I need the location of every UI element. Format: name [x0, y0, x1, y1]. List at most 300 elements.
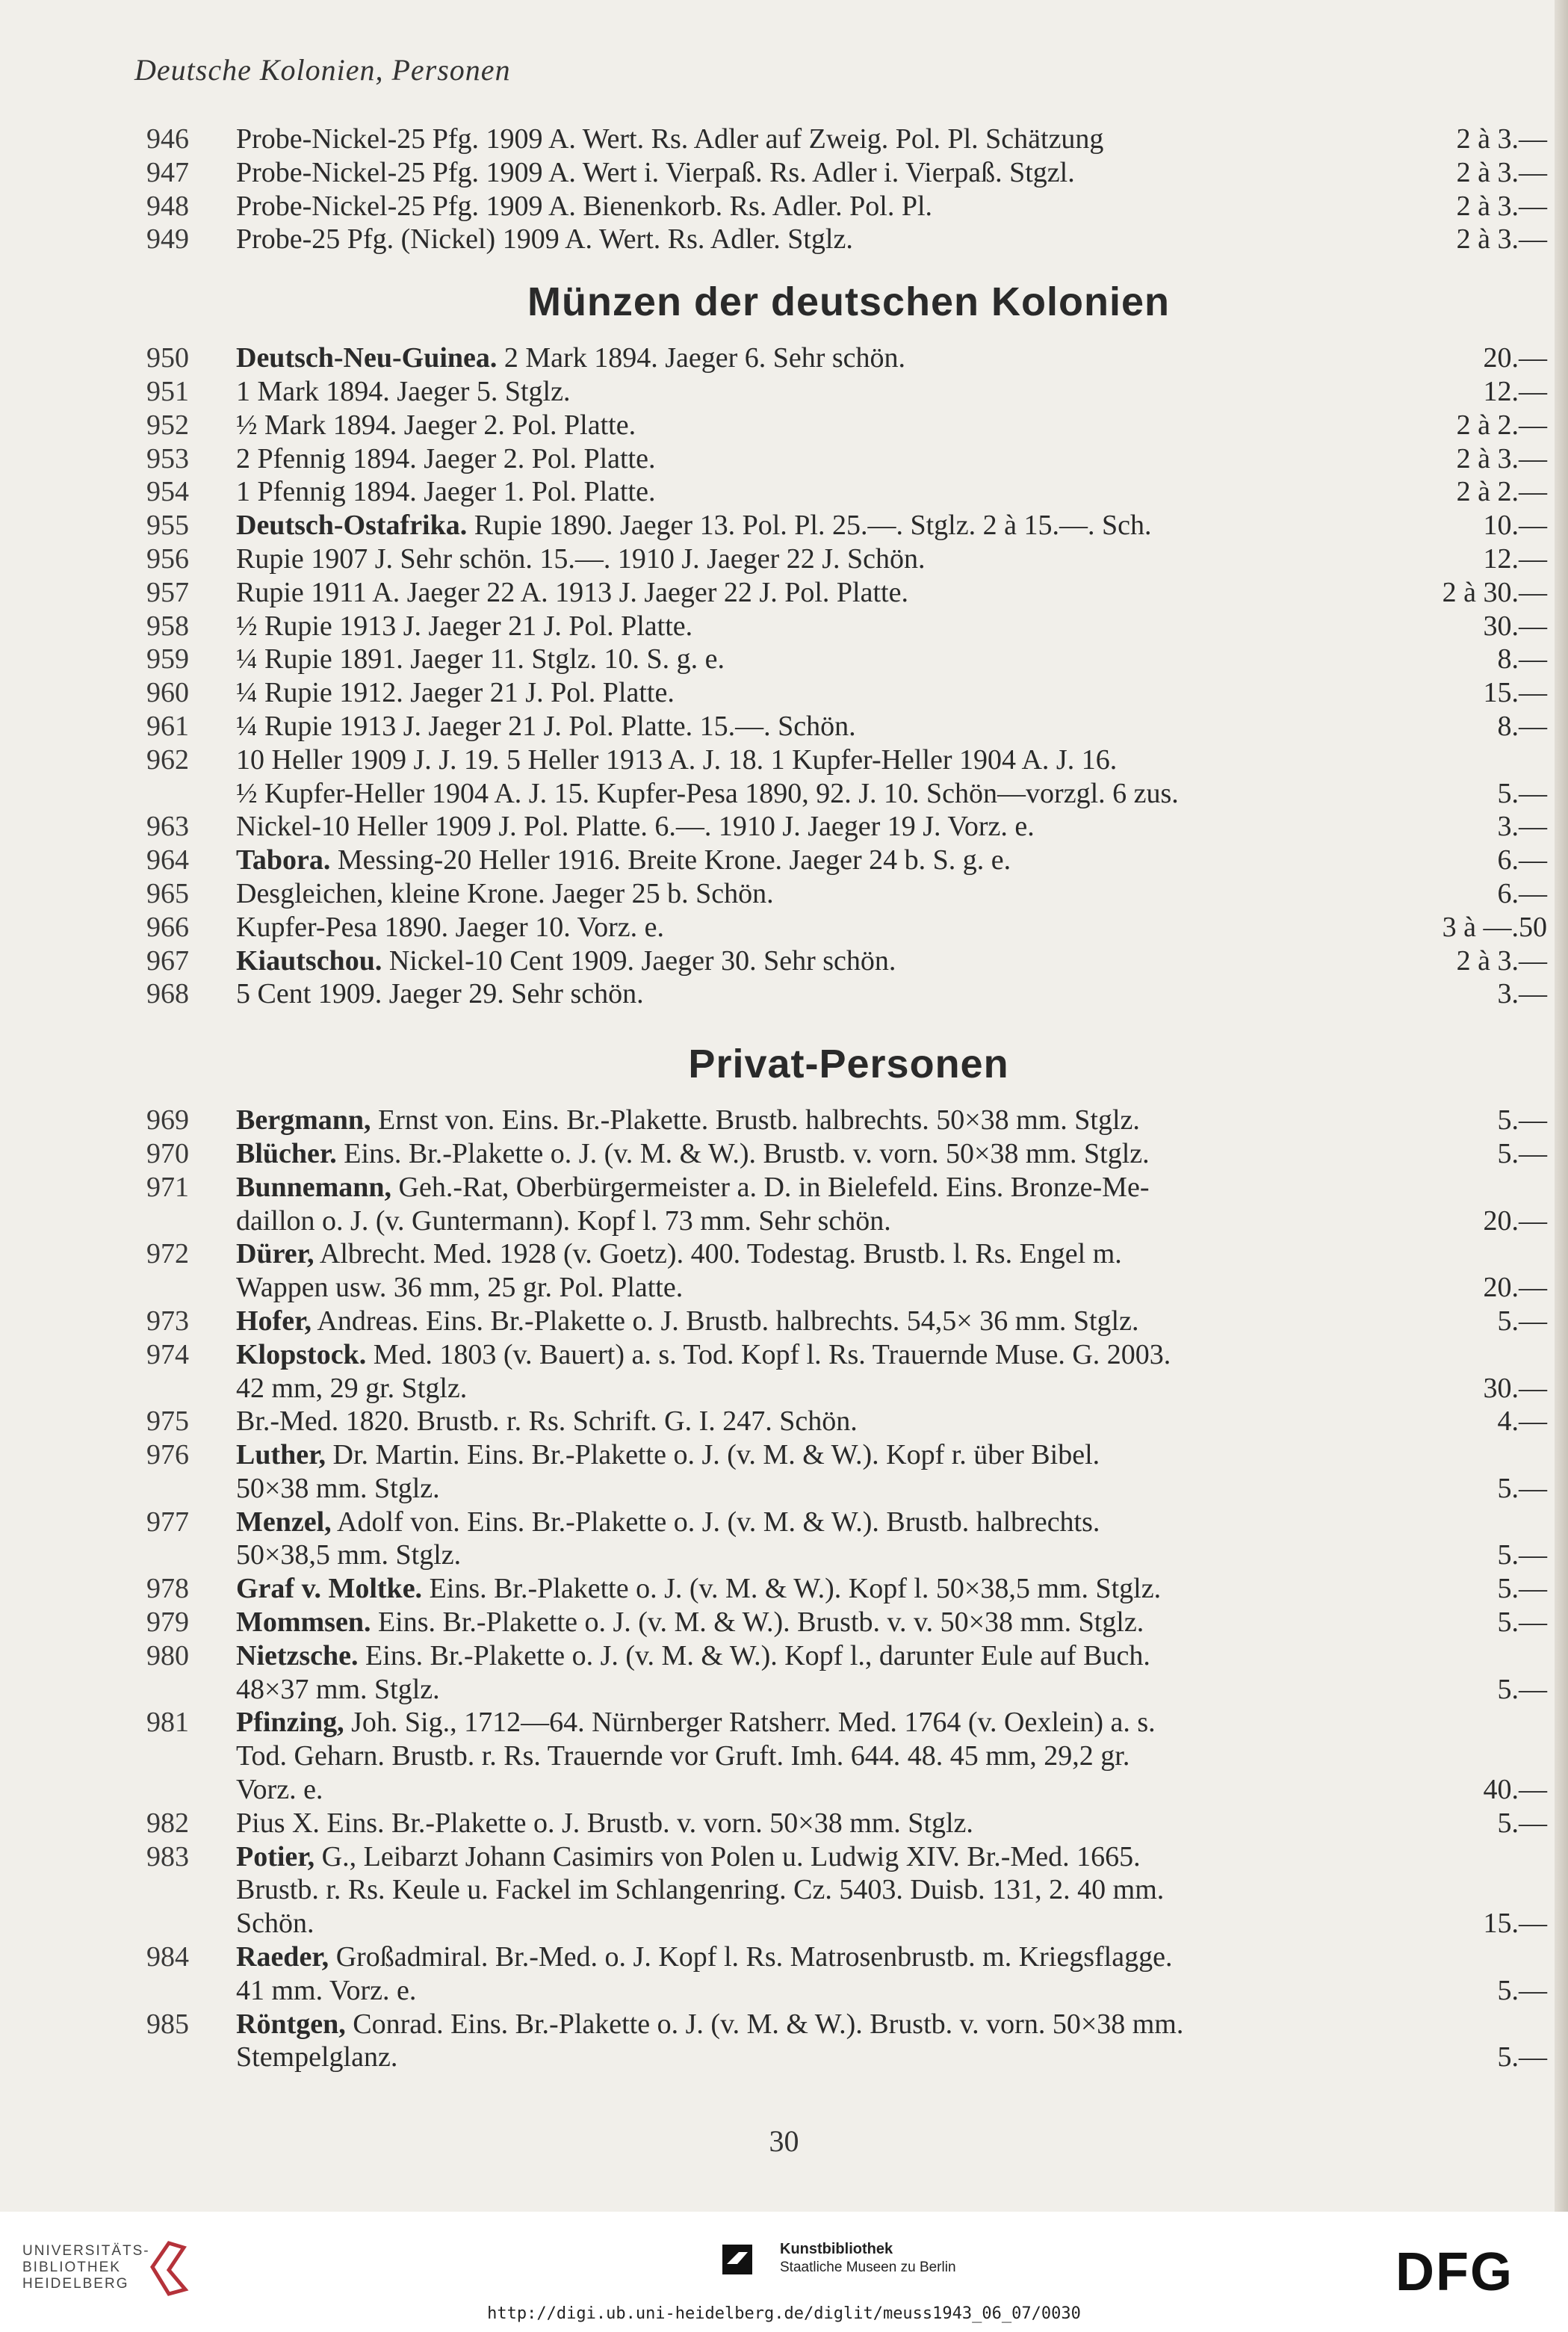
lot-number: 971: [146, 1171, 189, 1203]
lot-title: Nietzsche.: [236, 1639, 359, 1671]
lot-estimate: 15.—: [1483, 677, 1547, 709]
lot-description: [236, 610, 1547, 643]
description-line: [236, 1506, 1547, 1539]
lot-description: [236, 576, 1547, 610]
catalog-entry: [146, 1171, 1551, 1238]
lot-description: [236, 1171, 1547, 1238]
lot-description: [236, 442, 1547, 476]
lot-detail: Br.-Med. 1820. Brustb. r. Rs. Schrift. G. I. 247. Schön.: [236, 1405, 858, 1438]
lot-title: Kiautschou.: [236, 944, 382, 977]
lot-detail: Probe-Nickel-25 Pfg. 1909 A. Wert. Rs. Adler auf Zweig. Pol. Pl. Schätzung: [236, 123, 1104, 155]
description-text: [236, 1137, 1150, 1171]
description-line: [236, 1338, 1547, 1372]
lot-number: 979: [146, 1606, 189, 1639]
lot-title: Potier,: [236, 1840, 315, 1872]
description-text: [236, 375, 570, 409]
lot-estimate: 12.—: [1483, 542, 1547, 575]
description-line: [236, 1237, 1547, 1271]
page-number: 30: [769, 2124, 799, 2158]
catalog-entry: [146, 610, 1551, 643]
lot-description: [236, 1506, 1547, 1573]
description-line: [236, 223, 1547, 256]
description-text: [236, 911, 664, 944]
lot-detail: Eins. Br.-Plakette o. J. (v. M. & W.). Brustb. v. v. 50×38 mm. Stglz.: [371, 1606, 1144, 1639]
lot-detail: Geh.-Rat, Oberbürgermeister a. D. in Bielefeld. Eins. Bronze-Me-: [391, 1171, 1150, 1203]
description-line: [236, 1305, 1547, 1338]
description-text: [236, 156, 1075, 190]
lot-description: [236, 156, 1547, 190]
lot-detail: Stempelglanz.: [236, 2041, 398, 2073]
description-line: [236, 156, 1547, 190]
lot-description: [236, 1438, 1547, 1506]
catalog-entry: [146, 1104, 1551, 1137]
description-line: [236, 576, 1547, 610]
lot-estimate: 5.—: [1497, 777, 1547, 809]
description-text: [236, 576, 908, 610]
lot-number: 980: [146, 1639, 189, 1671]
lot-detail: Conrad. Eins. Br.-Plakette o. J. (v. M. & W.). Brustb. v. vorn. 50×38 mm.: [345, 2008, 1184, 2040]
section-heading-private-persons: Privat-Personen: [688, 1042, 1009, 1087]
catalog-entry: [146, 576, 1551, 610]
lot-estimate: 8.—: [1497, 643, 1547, 675]
permalink-url[interactable]: http://digi.ub.uni-heidelberg.de/diglit/meuss1943_06_07/0030: [487, 2304, 1081, 2323]
lot-description: [236, 1338, 1547, 1405]
lot-description: [236, 123, 1547, 156]
lot-detail: daillon o. J. (v. Guntermann). Kopf l. 73 mm. Sehr schön.: [236, 1204, 891, 1237]
entries-colonial-coins: [146, 341, 1551, 1011]
lot-number: 973: [146, 1305, 189, 1337]
description-line: [236, 123, 1547, 156]
description-text: [236, 1807, 973, 1840]
description-text: [236, 1472, 440, 1506]
lot-detail: Med. 1803 (v. Bauert) a. s. Tod. Kopf l. Rs. Trauernde Muse. G. 2003.: [366, 1338, 1171, 1370]
lot-number: 962: [146, 743, 189, 776]
lot-title: Pfinzing,: [236, 1707, 344, 1739]
description-text: [236, 877, 774, 911]
lot-detail: ¼ Rupie 1891. Jaeger 11. Stglz. 10. S. g. e.: [236, 643, 725, 675]
catalog-entry: [146, 643, 1551, 676]
catalog-entry: [146, 710, 1551, 743]
lot-estimate: 2 à 2.—: [1456, 409, 1547, 441]
description-line: [236, 341, 1547, 375]
description-line: [236, 1204, 1547, 1238]
lot-estimate: 3.—: [1497, 978, 1547, 1010]
description-line: [236, 1706, 1547, 1739]
lot-description: [236, 877, 1547, 911]
lot-detail: 48×37 mm. Stglz.: [236, 1673, 440, 1705]
lot-detail: Dr. Martin. Eins. Br.-Plakette o. J. (v. M. & W.). Kopf r. über Bibel.: [326, 1439, 1100, 1471]
section-heading-colonies: Münzen der deutschen Kolonien: [527, 279, 1171, 325]
lot-detail: Ernst von. Eins. Br.-Plakette. Brustb. halbrechts. 50×38 mm. Stglz.: [371, 1104, 1140, 1136]
description-text: [236, 123, 1103, 156]
catalog-entry: [146, 1405, 1551, 1438]
description-text: [236, 442, 655, 476]
lot-estimate: 2 à 3.—: [1456, 123, 1547, 155]
description-text: [236, 1907, 314, 1940]
catalog-entry: [146, 977, 1551, 1011]
catalog-entry: [146, 475, 1551, 509]
lot-description: [236, 676, 1547, 710]
lot-description: [236, 911, 1547, 944]
description-line: [236, 944, 1547, 978]
lot-number: 946: [146, 123, 189, 155]
catalog-entry: [146, 156, 1551, 190]
lot-estimate: 2 à 3.—: [1456, 156, 1547, 188]
entries-private-persons: [146, 1104, 1551, 2074]
description-line: [236, 1137, 1547, 1171]
lot-detail: Joh. Sig., 1712—64. Nürnberger Ratsherr. Med. 1764 (v. Oexlein) a. s.: [344, 1707, 1156, 1739]
catalog-entry: [146, 223, 1551, 256]
description-text: [236, 1873, 1164, 1907]
catalog-entry: [146, 2008, 1551, 2075]
lot-detail: 50×38,5 mm. Stglz.: [236, 1539, 462, 1571]
description-text: [236, 1237, 1122, 1271]
lot-estimate: 15.—: [1483, 1908, 1547, 1940]
lot-estimate: 5.—: [1497, 1137, 1547, 1169]
catalog-entry: [146, 1807, 1551, 1840]
lot-number: 952: [146, 409, 189, 441]
lot-estimate: 6.—: [1497, 877, 1547, 909]
lot-description: [236, 1606, 1547, 1639]
lot-description: [236, 475, 1547, 509]
description-line: [236, 509, 1547, 542]
description-text: [236, 810, 1035, 844]
lot-detail: Nickel-10 Heller 1909 J. Pol. Platte. 6.—. 1910 J. Jaeger 19 J. Vorz. e.: [236, 811, 1035, 843]
lot-estimate: 5.—: [1497, 1673, 1547, 1705]
description-line: [236, 911, 1547, 944]
lot-detail: ¼ Rupie 1913 J. Jaeger 21 J. Pol. Platte. 15.—. Schön.: [236, 710, 856, 742]
lot-estimate: 30.—: [1483, 1372, 1547, 1404]
lot-description: [236, 509, 1547, 542]
lot-number: 961: [146, 710, 189, 742]
lot-detail: Probe-Nickel-25 Pfg. 1909 A. Wert i. Vierpaß. Rs. Adler i. Vierpaß. Stgzl.: [236, 156, 1075, 188]
catalog-entry: [146, 442, 1551, 476]
description-line: [236, 2041, 1547, 2074]
lot-description: [236, 1840, 1547, 1940]
lot-estimate: 2 à 2.—: [1456, 476, 1547, 508]
lot-number: 965: [146, 877, 189, 909]
description-line: [236, 710, 1547, 743]
lot-estimate: 10.—: [1483, 510, 1547, 542]
catalog-entry: [146, 190, 1551, 223]
lot-detail: 10 Heller 1909 J. J. 19. 5 Heller 1913 A. J. 18. 1 Kupfer-Heller 1904 A. J. 16.: [236, 743, 1118, 776]
lot-detail: 2 Mark 1894. Jaeger 6. Sehr schön.: [497, 342, 906, 374]
lot-number: 974: [146, 1338, 189, 1370]
lot-estimate: 2 à 3.—: [1456, 223, 1547, 256]
catalog-entry: [146, 1606, 1551, 1639]
description-text: [236, 1104, 1140, 1137]
description-text: [236, 1204, 891, 1238]
lot-detail: Rupie 1911 A. Jaeger 22 A. 1913 J. Jaeger 22 J. Pol. Platte.: [236, 576, 908, 608]
description-text: [236, 475, 655, 509]
dfg-logo: DFG: [1395, 2242, 1513, 2302]
lot-estimate: 20.—: [1483, 342, 1547, 374]
lot-description: [236, 1807, 1547, 1840]
catalog-entry: [146, 1940, 1551, 2008]
lot-detail: 1 Pfennig 1894. Jaeger 1. Pol. Platte.: [236, 476, 656, 508]
catalog-entry: [146, 676, 1551, 710]
catalog-entry: [146, 1338, 1551, 1405]
lot-detail: Eins. Br.-Plakette o. J. (v. M. & W.). Brustb. v. vorn. 50×38 mm. Stglz.: [336, 1137, 1150, 1169]
kunstbibliothek-logo: [780, 2240, 956, 2277]
lot-description: [236, 1940, 1547, 2008]
description-line: [236, 1104, 1547, 1137]
lot-estimate: 2 à 3.—: [1456, 944, 1547, 977]
lot-detail: Desgleichen, kleine Krone. Jaeger 25 b. Schön.: [236, 877, 774, 909]
description-text: [236, 1305, 1138, 1338]
description-text: [236, 2008, 1183, 2041]
lot-description: [236, 2008, 1547, 2075]
catalog-entry: [146, 1572, 1551, 1606]
description-text: [236, 1572, 1161, 1606]
lot-title: Bunnemann,: [236, 1171, 392, 1203]
description-line: [236, 1907, 1547, 1940]
description-text: [236, 977, 644, 1011]
description-line: [236, 1739, 1547, 1773]
description-line: [236, 1472, 1547, 1506]
lot-number: 975: [146, 1405, 189, 1438]
lot-detail: Kupfer-Pesa 1890. Jaeger 10. Vorz. e.: [236, 911, 664, 943]
kunstbibliothek-subtitle: Staatliche Museen zu Berlin: [780, 2260, 956, 2275]
lot-number: 982: [146, 1807, 189, 1839]
lot-description: [236, 409, 1547, 442]
lot-estimate: 2 à 3.—: [1456, 190, 1547, 222]
lot-description: [236, 977, 1547, 1011]
lot-description: [236, 810, 1547, 844]
lot-number: 948: [146, 190, 189, 222]
description-text: [236, 1773, 323, 1807]
lot-number: 966: [146, 911, 189, 943]
lot-number: 964: [146, 844, 189, 876]
description-line: [236, 1773, 1547, 1807]
catalog-entry: [146, 1305, 1551, 1338]
description-text: [236, 643, 725, 676]
lot-detail: Adolf von. Eins. Br.-Plakette o. J. (v. M. & W.). Brustb. halbrechts.: [331, 1506, 1100, 1538]
lot-description: [236, 1405, 1547, 1438]
lot-estimate: 30.—: [1483, 610, 1547, 642]
lot-number: 984: [146, 1941, 189, 1973]
description-line: [236, 375, 1547, 409]
catalog-content: [146, 123, 1551, 2074]
lot-title: Raeder,: [236, 1941, 329, 1973]
lot-title: Bergmann,: [236, 1104, 371, 1136]
lot-detail: 2 Pfennig 1894. Jaeger 2. Pol. Platte.: [236, 442, 656, 474]
catalog-entry: [146, 1506, 1551, 1573]
description-text: [236, 341, 905, 375]
description-text: [236, 676, 675, 710]
lot-description: [236, 710, 1547, 743]
lot-detail: Großadmiral. Br.-Med. o. J. Kopf l. Rs. Matrosenbrustb. m. Kriegsflagge.: [329, 1941, 1173, 1973]
description-line: [236, 777, 1547, 811]
lot-estimate: 6.—: [1497, 844, 1547, 876]
lot-estimate: 5.—: [1497, 2041, 1547, 2073]
description-line: [236, 1538, 1547, 1572]
description-text: [236, 2041, 397, 2074]
lot-number: 957: [146, 576, 189, 608]
lot-detail: Rupie 1890. Jaeger 13. Pol. Pl. 25.—. Stglz. 2 à 15.—. Sch.: [467, 510, 1152, 542]
description-text: [236, 190, 932, 223]
description-text: [236, 542, 925, 576]
lot-detail: 42 mm, 29 gr. Stglz.: [236, 1372, 468, 1404]
lot-estimate: 5.—: [1497, 1305, 1547, 1337]
description-text: [236, 610, 692, 643]
lot-number: 956: [146, 542, 189, 575]
description-text: [236, 1606, 1144, 1639]
lot-description: [236, 1305, 1547, 1338]
lot-detail: Rupie 1907 J. Sehr schön. 15.—. 1910 J. Jaeger 22 J. Schön.: [236, 542, 926, 575]
catalog-entry: [146, 1840, 1551, 1940]
lot-detail: Messing-20 Heller 1916. Breite Krone. Jaeger 24 b. S. g. e.: [330, 844, 1011, 876]
description-line: [236, 1873, 1547, 1907]
lot-detail: Eins. Br.-Plakette o. J. (v. M. & W.). Kopf l., darunter Eule auf Buch.: [358, 1639, 1150, 1671]
description-line: [236, 1438, 1547, 1472]
description-text: [236, 1338, 1171, 1372]
lot-estimate: 5.—: [1497, 1472, 1547, 1504]
description-line: [236, 1840, 1547, 1874]
lot-number: 969: [146, 1104, 189, 1136]
catalog-entry: [146, 911, 1551, 944]
description-line: [236, 475, 1547, 509]
lot-title: Dürer,: [236, 1238, 314, 1270]
description-line: [236, 743, 1547, 777]
description-text: [236, 409, 636, 442]
lot-detail: ½ Rupie 1913 J. Jaeger 21 J. Pol. Platte.: [236, 610, 693, 642]
catalog-entry: [146, 375, 1551, 409]
description-text: [236, 1706, 1156, 1739]
lot-number: 967: [146, 944, 189, 977]
lot-detail: G., Leibarzt Johann Casimirs von Polen u. Ludwig XIV. Br.-Med. 1665.: [314, 1840, 1141, 1872]
lot-detail: Pius X. Eins. Br.-Plakette o. J. Brustb. v. vorn. 50×38 mm. Stglz.: [236, 1807, 973, 1839]
description-text: [236, 223, 853, 256]
digitization-footer: [0, 2212, 1568, 2332]
lot-detail: 41 mm. Vorz. e.: [236, 1974, 417, 2006]
lot-detail: 5 Cent 1909. Jaeger 29. Sehr schön.: [236, 978, 644, 1010]
description-text: [236, 1974, 416, 2008]
description-line: [236, 1405, 1547, 1438]
catalog-entry: [146, 1438, 1551, 1506]
lot-estimate: 20.—: [1483, 1204, 1547, 1237]
lot-number: 950: [146, 342, 189, 374]
catalog-entry: [146, 877, 1551, 911]
lot-number: 981: [146, 1707, 189, 1739]
lot-detail: Tod. Geharn. Brustb. r. Rs. Trauernde vor Gruft. Imh. 644. 48. 45 mm, 29,2 gr.: [236, 1740, 1130, 1772]
description-line: [236, 1171, 1547, 1204]
lot-title: Menzel,: [236, 1506, 332, 1538]
lot-description: [236, 375, 1547, 409]
description-text: [236, 1739, 1129, 1773]
description-line: [236, 1372, 1547, 1405]
lot-title: Mommsen.: [236, 1606, 371, 1639]
lot-number: 954: [146, 476, 189, 508]
description-text: [236, 743, 1117, 777]
lot-description: [236, 542, 1547, 576]
lot-number: 949: [146, 223, 189, 256]
lot-estimate: 8.—: [1497, 710, 1547, 742]
lot-number: 985: [146, 2008, 189, 2040]
lot-description: [236, 844, 1547, 877]
lot-number: 977: [146, 1506, 189, 1538]
lot-title: Tabora.: [236, 844, 331, 876]
lot-title: Klopstock.: [236, 1338, 367, 1370]
lot-detail: ½ Mark 1894. Jaeger 2. Pol. Platte.: [236, 409, 636, 441]
lot-description: [236, 944, 1547, 978]
lot-detail: Eins. Br.-Plakette o. J. (v. M. & W.). Kopf l. 50×38,5 mm. Stglz.: [422, 1573, 1162, 1605]
lot-detail: 1 Mark 1894. Jaeger 5. Stglz.: [236, 375, 571, 407]
lot-number: 955: [146, 510, 189, 542]
catalog-entry: [146, 844, 1551, 877]
lot-detail: Vorz. e.: [236, 1774, 323, 1806]
description-text: [236, 509, 1151, 542]
description-line: [236, 442, 1547, 476]
lot-description: [236, 1572, 1547, 1606]
catalog-entry: [146, 542, 1551, 576]
lot-title: Röntgen,: [236, 2008, 346, 2040]
running-head: Deutsche Kolonien, Personen: [134, 53, 511, 87]
lot-estimate: 5.—: [1497, 1539, 1547, 1571]
lot-description: [236, 223, 1547, 256]
description-line: [236, 1940, 1547, 1974]
lot-description: [236, 743, 1547, 811]
description-text: [236, 1940, 1172, 1974]
catalog-entry: [146, 1706, 1551, 1806]
ub-heidelberg-logo: [22, 2243, 150, 2292]
description-line: [236, 1606, 1547, 1639]
lot-estimate: 2 à 30.—: [1442, 576, 1547, 608]
lot-description: [236, 1237, 1547, 1305]
description-line: [236, 409, 1547, 442]
lot-detail: Wappen usw. 36 mm, 25 gr. Pol. Platte.: [236, 1272, 684, 1304]
catalog-entry: [146, 1237, 1551, 1305]
description-text: [236, 710, 856, 743]
lot-estimate: 4.—: [1497, 1405, 1547, 1438]
lot-detail: ¼ Rupie 1912. Jaeger 21 J. Pol. Platte.: [236, 677, 675, 709]
description-line: [236, 1572, 1547, 1606]
lot-number: 983: [146, 1840, 189, 1872]
lot-detail: Brustb. r. Rs. Keule u. Fackel im Schlangenring. Cz. 5403. Duisb. 131, 2. 40 mm.: [236, 1874, 1165, 1906]
lot-detail: Schön.: [236, 1908, 314, 1940]
description-line: [236, 1639, 1547, 1673]
description-line: [236, 844, 1547, 877]
lot-estimate: 12.—: [1483, 375, 1547, 407]
catalog-entry: [146, 409, 1551, 442]
lot-title: Luther,: [236, 1439, 326, 1471]
description-line: [236, 190, 1547, 223]
kunstbibliothek-title: Kunstbibliothek: [780, 2241, 893, 2257]
lot-detail: Andreas. Eins. Br.-Plakette o. J. Brustb. halbrechts. 54,5× 36 mm. Stglz.: [311, 1305, 1139, 1337]
description-text: [236, 1840, 1141, 1874]
description-text: [236, 844, 1011, 877]
lot-title: Deutsch-Ostafrika.: [236, 510, 468, 542]
description-line: [236, 977, 1547, 1011]
description-text: [236, 1405, 858, 1438]
lot-estimate: 5.—: [1497, 1606, 1547, 1639]
lot-description: [236, 190, 1547, 223]
entries-probe-coins: [146, 123, 1551, 256]
lot-number: 970: [146, 1137, 189, 1169]
lot-description: [236, 643, 1547, 676]
description-text: [236, 1372, 467, 1405]
description-line: [236, 810, 1547, 844]
lot-number: 976: [146, 1439, 189, 1471]
lot-description: [236, 1104, 1547, 1137]
lot-number: 972: [146, 1238, 189, 1270]
description-text: [236, 1171, 1149, 1204]
catalog-entry: [146, 944, 1551, 978]
ub-logo-line: BIBLIOTHEK: [22, 2260, 121, 2275]
lot-description: [236, 1639, 1547, 1707]
lot-title: Blücher.: [236, 1137, 337, 1169]
lot-estimate: 2 à 3.—: [1456, 442, 1547, 474]
